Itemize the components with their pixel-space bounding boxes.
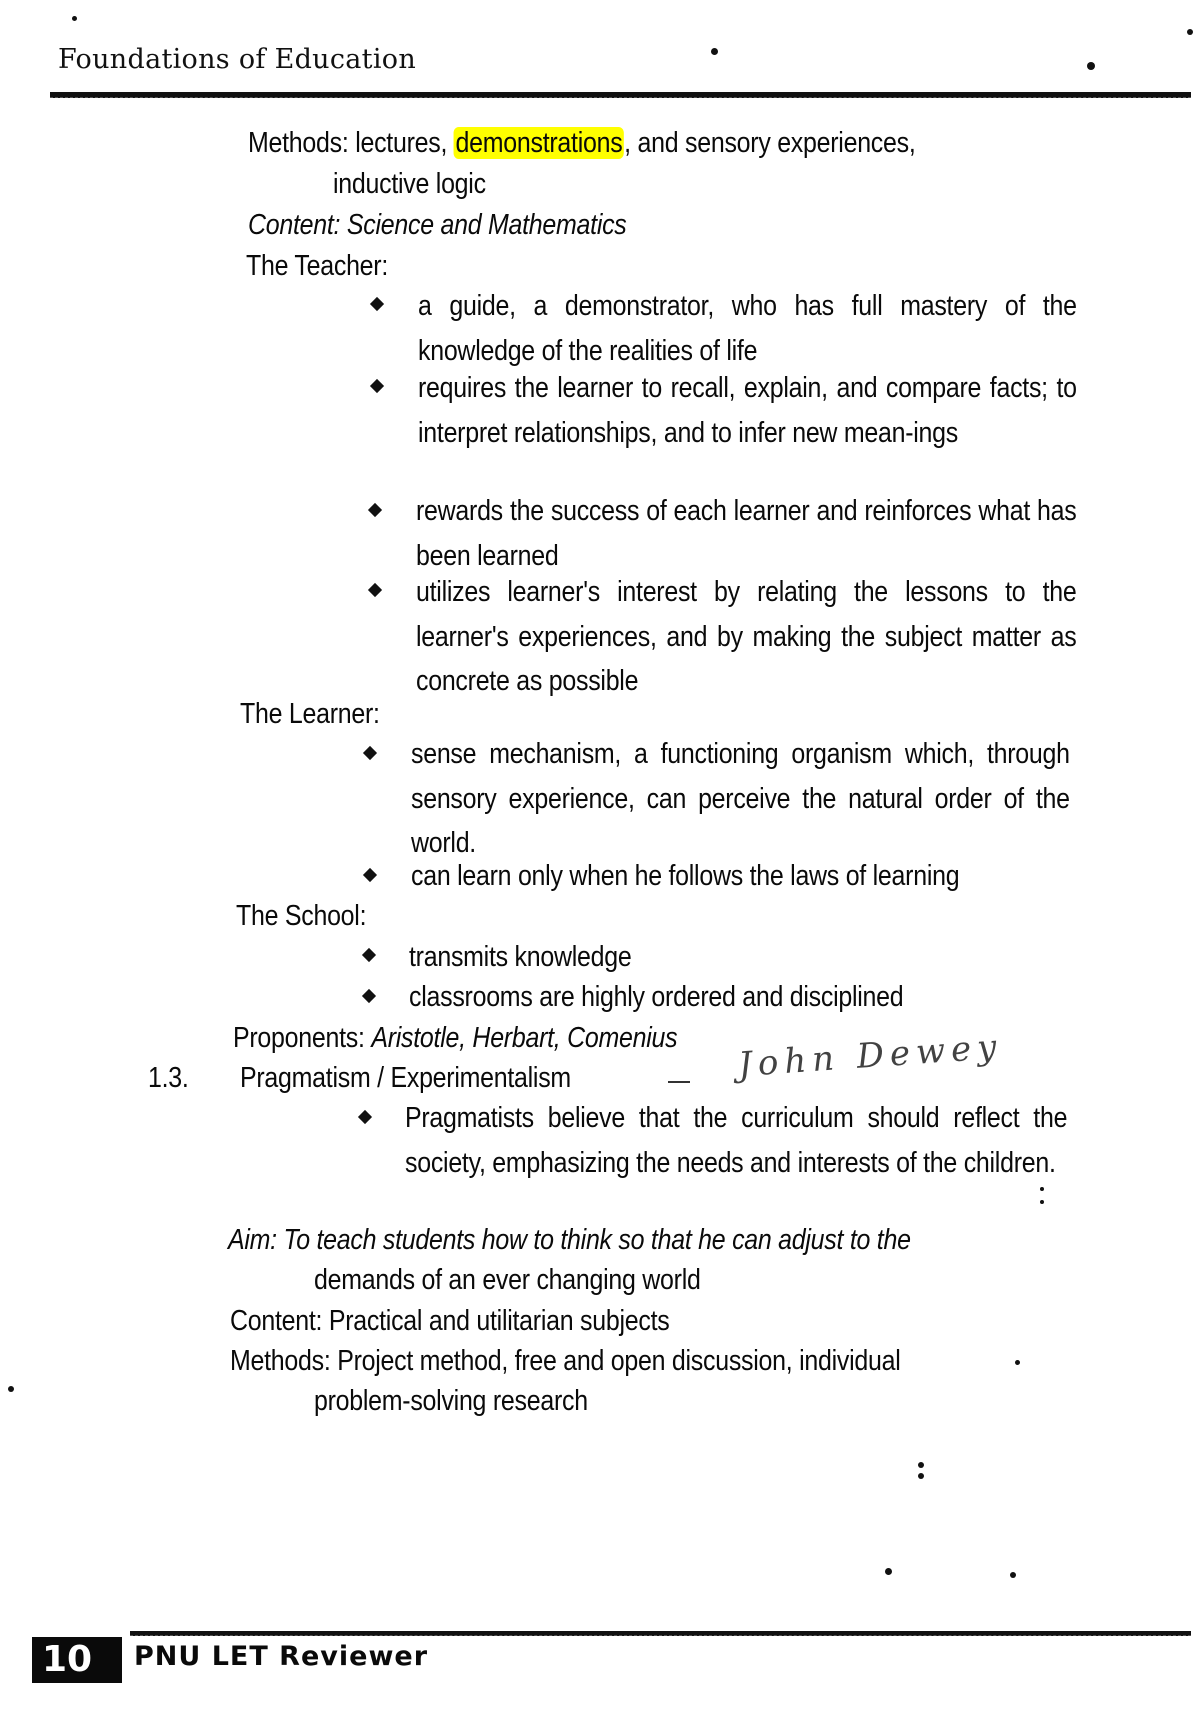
scan-speck: [1010, 1572, 1016, 1578]
bullet-icon: [370, 297, 384, 311]
scan-speck: [1187, 29, 1193, 35]
learner-item: can learn only when he follows the laws of learning: [411, 860, 960, 892]
highlighted-word: demonstrations: [455, 127, 623, 159]
scan-speck: [72, 16, 77, 21]
footer-title: PNU LET Reviewer: [134, 1641, 429, 1672]
pragmatism-item: Pragmatists believe that the curriculum should reflect the society, emphasizing the needs and interests of the children.: [405, 1102, 1068, 1179]
bullet-icon: [362, 948, 376, 962]
scan-speck: [1040, 1187, 1044, 1191]
methods-continuation: inductive logic: [333, 168, 486, 200]
handwritten-dash: [668, 1081, 690, 1083]
footer-rule: [130, 1631, 1191, 1636]
handwritten-note: John Dewey: [736, 1026, 1004, 1086]
bullet-icon: [363, 868, 377, 882]
bullet-icon: [363, 746, 377, 760]
school-item: transmits knowledge: [409, 941, 632, 973]
teacher-heading: The Teacher:: [246, 250, 389, 282]
methods-line-2: Methods: Project method, free and open discussion, individual: [230, 1345, 901, 1377]
proponents-label: Proponents:: [233, 1022, 372, 1054]
scan-speck: [885, 1568, 892, 1575]
proponents-line: [233, 1016, 677, 1060]
learner-heading: The Learner:: [240, 698, 380, 730]
running-header-title: Foundations of Education: [58, 44, 417, 75]
content-line-2: Content: Practical and utilitarian subjects: [230, 1305, 670, 1337]
content-line: Content: Science and Mathematics: [248, 209, 627, 241]
scan-speck: [1040, 1200, 1044, 1204]
page-number: 10: [32, 1637, 122, 1683]
scan-speck: [1015, 1360, 1020, 1365]
learner-item: sense mechanism, a functioning organism which, through sensory experience, can perceive the natural order of the world.: [411, 738, 1070, 859]
bullet-icon: [368, 583, 382, 597]
section-number: 1.3.: [148, 1062, 189, 1094]
scan-speck: [918, 1473, 924, 1479]
school-heading: The School:: [236, 900, 367, 932]
aim-line: Aim: To teach students how to think so that he can adjust to the: [228, 1224, 911, 1256]
scan-speck: [8, 1386, 14, 1392]
aim-continuation: demands of an ever changing world: [314, 1264, 701, 1296]
methods-line: [248, 121, 916, 165]
teacher-item: utilizes learner's interest by relating the lessons to the learner's experiences, and by making the subject matter as concrete as possible: [416, 576, 1077, 697]
bullet-icon: [362, 989, 376, 1003]
bullet-icon: [358, 1110, 372, 1124]
bullet-icon: [370, 379, 384, 393]
teacher-item: a guide, a demonstrator, who has full mastery of the knowledge of the realities of life: [418, 290, 1077, 367]
scan-speck: [1087, 62, 1095, 70]
header-rule: [50, 92, 1191, 98]
teacher-item: rewards the success of each learner and reinforces what has been learned: [416, 495, 1077, 572]
methods-suffix: , and sensory experiences,: [624, 127, 916, 159]
bullet-icon: [368, 503, 382, 517]
methods-prefix: Methods: lectures,: [248, 127, 454, 159]
scan-speck: [711, 48, 718, 55]
school-item: classrooms are highly ordered and disciplined: [409, 981, 904, 1013]
proponents-names: Aristotle, Herbart, Comenius: [371, 1022, 678, 1054]
section-title: Pragmatism / Experimentalism: [240, 1062, 571, 1094]
methods-continuation-2: problem-solving research: [314, 1385, 588, 1417]
scan-speck: [918, 1462, 924, 1468]
teacher-item: requires the learner to recall, explain, and compare facts; to interpret relationships, and to infer new mean-ings: [418, 372, 1077, 449]
